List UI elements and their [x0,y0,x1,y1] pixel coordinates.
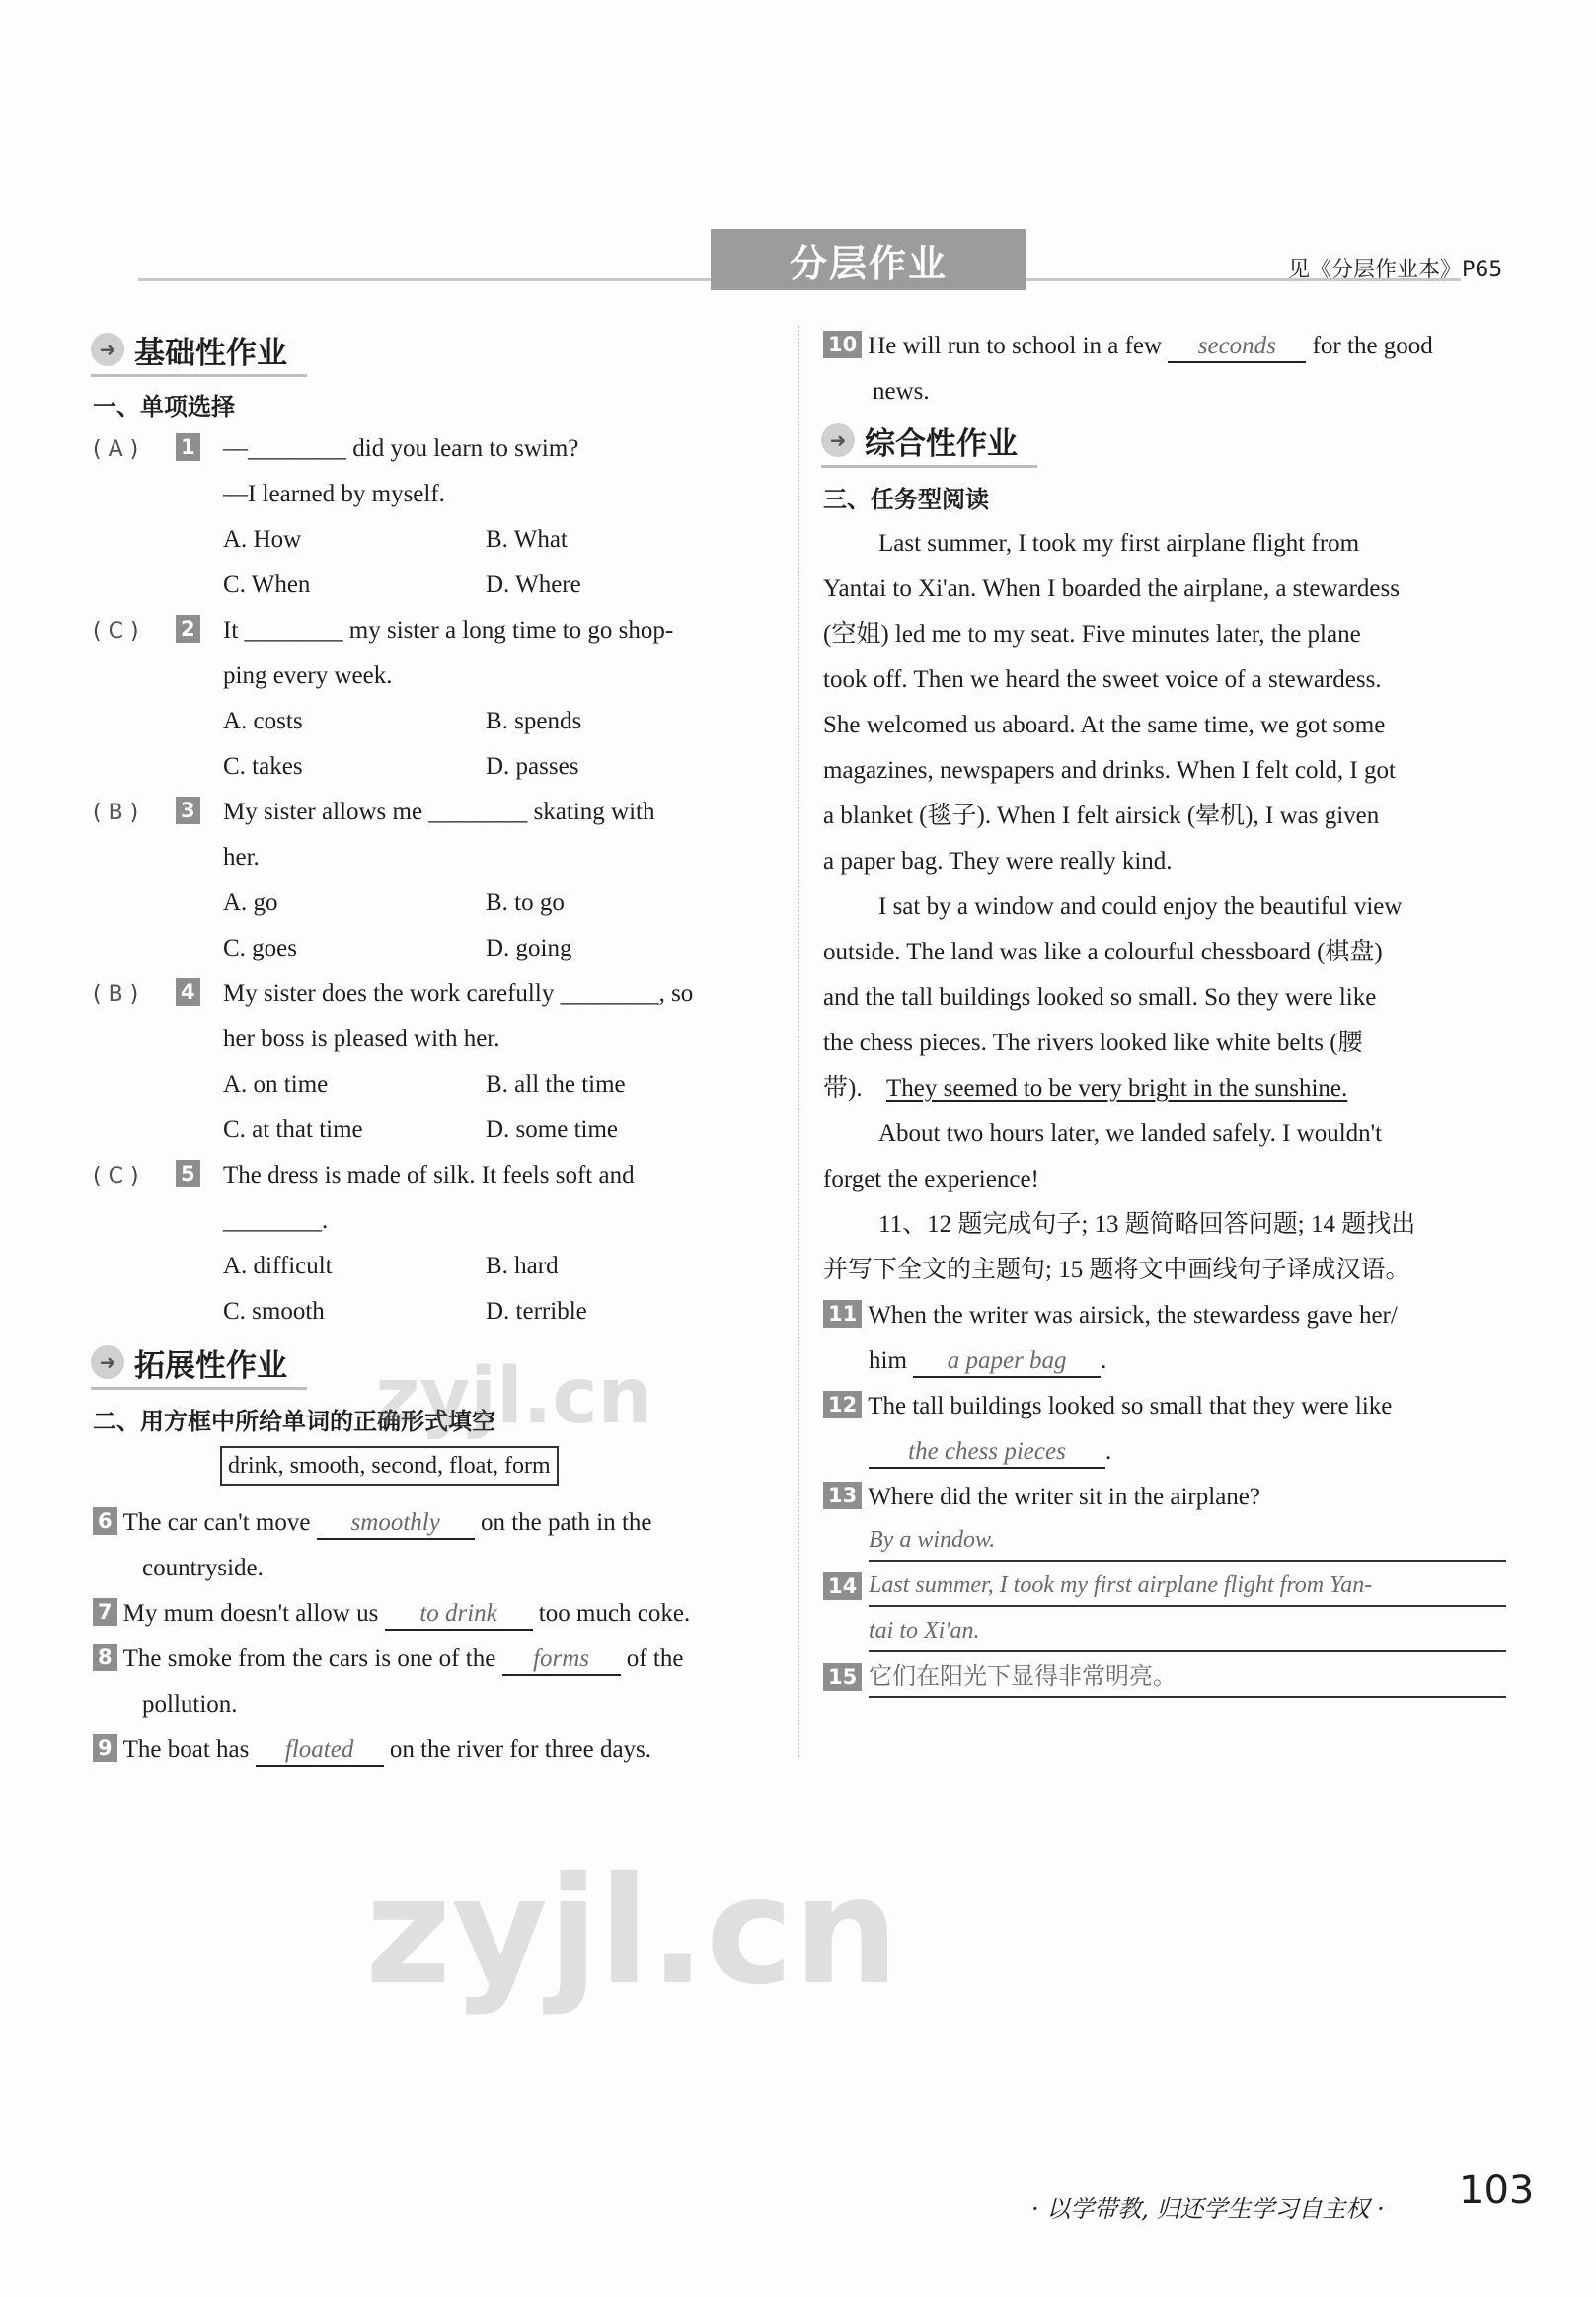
section-comprehensive-heading: ➜ 综合性作业 [821,419,1018,462]
section-extend-heading: ➜ 拓展性作业 [91,1340,287,1384]
task-answer-line: Last summer, I took my first airplane flight from Yan- [869,1566,1506,1607]
question-number: 10 [823,331,862,358]
answer-letter: B [108,801,123,825]
bracket-open: ( [93,982,109,1007]
task-item [823,1475,1260,1520]
passage-line: She welcomed us aboard. At the same time, we got some [823,712,1386,738]
bracket-close: ) [122,982,139,1007]
answer-letter: A [108,437,123,462]
fill-text-after: of the [626,1646,684,1672]
task-item-continued [869,1339,1106,1384]
subsection-task-reading: 三、任务型阅读 [823,486,989,513]
question-stem: It ________ my sister a long time to go shop- [223,617,674,644]
fill-text-after: on the path in the [480,1509,652,1536]
question-number: 7 [93,1598,117,1626]
bracket-open: ( [93,1164,109,1188]
question-number-badge [176,971,206,1017]
question-number: 14 [823,1572,862,1600]
question-number-badge [176,1153,206,1198]
fill-answer: smoothly [317,1508,475,1540]
option: B. to go [486,889,565,916]
answer-bracket [93,426,138,473]
task-item [823,1384,1392,1429]
passage-line: outside. The land was like a colourful chessboard (棋盘) [823,939,1383,965]
passage-line: a blanket (毯子). When I felt airsick (晕机), I was given [823,803,1380,829]
fill-item [93,1637,683,1682]
option: D. going [486,935,572,961]
answer-bracket [93,790,138,836]
answer-bracket [93,1153,139,1199]
passage-line: 并写下全文的主题句; 15 题将文中画线句子译成汉语。 [823,1257,1410,1283]
passage-line: I sat by a window and could enjoy the beautiful view [878,893,1403,920]
arrow-icon: ➜ [91,1345,124,1379]
passage-line: Yantai to Xi'an. When I boarded the airplane, a stewardess [823,575,1400,602]
fill-item [93,1500,652,1546]
column-divider [798,326,799,1757]
passage-line: (空姐) led me to my seat. Five minutes later, the plane [823,621,1361,648]
passage-line: a paper bag. They were really kind. [823,848,1173,875]
page-number: 103 [1459,2168,1535,2213]
question-number: 8 [93,1644,117,1671]
fill-answer: floated [256,1735,384,1767]
fill-text-before: He will run to school in a few [868,333,1163,359]
section-basic-heading: ➜ 基础性作业 [91,328,287,371]
task-answer-line: tai to Xi'an. [869,1611,1506,1652]
fill-item-continued: news. [873,378,930,405]
subsection-fill-blanks: 二、用方框中所给单词的正确形式填空 [93,1408,495,1435]
passage-line: 带). [823,1075,863,1102]
passage-line: forget the experience! [823,1166,1039,1192]
question-number: 12 [823,1391,862,1418]
task-question: Where did the writer sit in the airplane? [868,1484,1260,1510]
option: C. takes [223,753,303,780]
watermark-large: zyjl.cn [365,1846,899,2018]
question-stem-continued: ping every week. [223,662,393,689]
fill-answer: seconds [1168,332,1306,363]
option: C. smooth [223,1298,325,1325]
header-rule-left [138,278,711,281]
task-question: When the writer was airsick, the stewardess gave her/ [868,1302,1398,1329]
passage-line: and the tall buildings looked so small. So they were like [823,984,1377,1011]
question-number: 11 [823,1300,862,1328]
task-item [823,1566,868,1611]
question-number: 4 [176,978,200,1006]
fill-text-after: for the good [1312,333,1433,359]
question-number: 6 [93,1507,117,1535]
fill-item-continued: countryside. [142,1555,264,1581]
fill-text-after: too much coke. [538,1600,691,1627]
question-stem: My sister does the work carefully ________, so [223,980,694,1007]
option: C. at that time [223,1116,363,1143]
task-answer: a paper bag [913,1346,1101,1378]
question-number: 5 [176,1160,200,1187]
fill-text-before: The smoke from the cars is one of the [122,1646,496,1672]
question-stem: —________ did you learn to swim? [223,435,579,462]
task-item-continued [869,1429,1111,1475]
option: A. on time [223,1071,329,1098]
underlined-sentence: They seemed to be very bright in the sunshine. [886,1075,1348,1102]
option: C. When [223,572,311,598]
question-number: 3 [176,797,200,824]
option: D. Where [486,572,581,598]
question-number: 15 [823,1663,862,1691]
question-number-badge [176,426,206,472]
question-stem-continued: ________. [223,1207,329,1234]
bracket-close: ) [122,801,139,825]
passage-line: the chess pieces. The rivers looked like white belts (腰 [823,1030,1363,1056]
fill-text-before: The car can't move [122,1509,311,1536]
answer-letter: B [108,982,123,1007]
question-number: 9 [93,1734,117,1762]
option: D. some time [486,1116,619,1143]
fill-item [93,1727,651,1773]
passage-line: 11、12 题完成句子; 13 题简略回答问题; 14 题找出 [878,1211,1416,1238]
bracket-open: ( [93,801,109,825]
bracket-open: ( [93,437,109,462]
task-answer-line: 它们在阳光下显得非常明亮。 [869,1656,1506,1698]
task-text: him [869,1347,907,1374]
option: C. goes [223,935,297,961]
fill-item-continued: pollution. [142,1691,238,1718]
fill-text-after: on the river for three days. [389,1736,652,1763]
question-number-badge [176,608,206,653]
option: A. costs [223,708,303,734]
workbook-reference: 见《分层作业本》P65 [1288,258,1503,282]
task-item [823,1656,868,1702]
fill-item [93,1591,690,1637]
passage-line: magazines, newspapers and drinks. When I felt cold, I got [823,757,1396,784]
answer-bracket [93,608,139,654]
option: D. passes [486,753,579,780]
question-number: 2 [176,615,200,643]
task-question: The tall buildings looked so small that they were like [868,1393,1393,1419]
fill-answer: forms [502,1645,621,1676]
subsection-single-choice: 一、单项选择 [93,393,235,421]
fill-text-before: The boat has [122,1736,250,1763]
fill-answer: to drink [385,1599,533,1631]
arrow-icon: ➜ [91,333,124,366]
watermark-small: zyjl.cn [375,1352,653,1441]
question-number: 1 [176,433,200,461]
arrow-icon: ➜ [821,423,855,457]
answer-letter: C [108,1164,123,1188]
answer-letter: C [108,619,123,644]
passage-line: About two hours later, we landed safely. I wouldn't [878,1120,1383,1147]
answer-bracket [93,971,138,1018]
bracket-open: ( [93,619,109,644]
task-answer: the chess pieces [869,1437,1105,1469]
question-number: 13 [823,1482,862,1509]
task-answer-line: By a window. [869,1520,1506,1562]
fill-text-before: My mum doesn't allow us [122,1600,379,1627]
footer-slogan: · 以学带教, 归还学生学习自主权 · [1031,2195,1385,2223]
passage-line: Last summer, I took my first airplane flight from [878,530,1360,557]
task-item [823,1293,1398,1339]
option: B. What [486,526,568,553]
question-stem-continued: —I learned by myself. [223,481,445,507]
bracket-close: ) [122,437,139,462]
section-banner: 分层作业 [711,229,1026,290]
question-stem-continued: her boss is pleased with her. [223,1026,500,1052]
option: B. spends [486,708,582,734]
fill-item [823,324,1433,369]
question-stem: The dress is made of silk. It feels soft and [223,1162,635,1188]
bracket-close: ) [122,1164,139,1188]
bracket-close: ) [122,619,139,644]
option: A. difficult [223,1253,333,1279]
option: A. How [223,526,302,553]
task-text: . [1101,1347,1107,1374]
word-box: drink, smooth, second, float, form [220,1446,559,1486]
option: B. hard [486,1253,559,1279]
option: D. terrible [486,1298,587,1325]
question-stem-continued: her. [223,844,260,871]
question-number-badge [176,790,206,835]
option: A. go [223,889,278,916]
question-stem: My sister allows me ________ skating with [223,799,655,825]
passage-line: took off. Then we heard the sweet voice of a stewardess. [823,666,1382,693]
task-text: . [1105,1438,1112,1465]
option: B. all the time [486,1071,626,1098]
